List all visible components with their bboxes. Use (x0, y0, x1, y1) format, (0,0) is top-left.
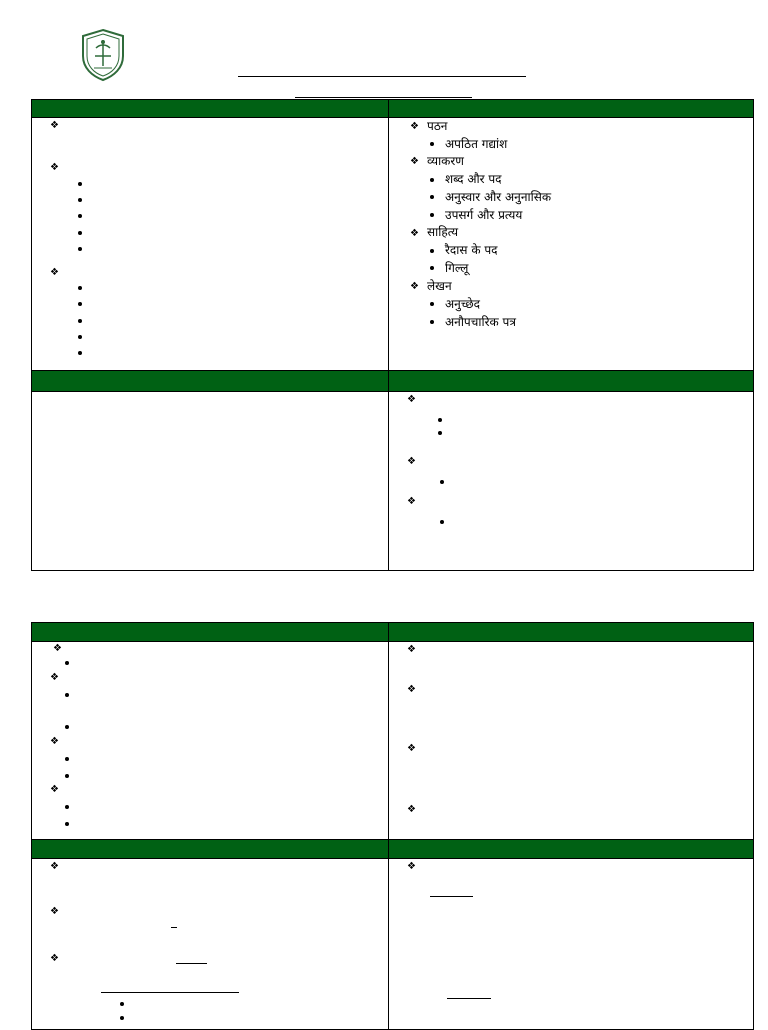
list-bullet (78, 286, 82, 290)
topic-item: उपसर्ग और प्रत्यय (445, 208, 523, 222)
diamond-bullet: ❖ (410, 281, 419, 292)
diamond-bullet: ❖ (50, 120, 59, 131)
topic-item: रैदास के पद (445, 243, 498, 257)
header-cell (32, 371, 389, 392)
list-bullet (78, 182, 82, 186)
diamond-bullet: ❖ (407, 743, 416, 754)
list-bullet (438, 418, 442, 422)
diamond-bullet: ❖ (50, 162, 59, 173)
topic-item: अनुच्छेद (445, 297, 481, 311)
list-bullet (438, 431, 442, 435)
list-bullet (65, 757, 69, 761)
header-cell (389, 100, 754, 118)
subtitle-rule (295, 97, 472, 98)
topic-item: अपठित गद्यांश (445, 137, 508, 151)
header-cell (32, 840, 389, 859)
list-bullet (430, 195, 434, 199)
list-bullet (65, 693, 69, 697)
diamond-bullet: ❖ (410, 228, 419, 239)
diamond-bullet: ❖ (50, 861, 59, 872)
diamond-bullet: ❖ (50, 953, 59, 964)
content-cell (32, 118, 389, 371)
list-bullet (65, 805, 69, 809)
diamond-bullet: ❖ (410, 156, 419, 167)
topic-item: शब्द और पद (445, 172, 502, 186)
header-cell (389, 840, 754, 859)
topic-item: अनुस्वार और अनुनासिक (445, 190, 552, 204)
list-bullet (78, 335, 82, 339)
list-bullet (430, 266, 434, 270)
list-bullet (120, 1002, 124, 1006)
topic-item: गिल्लू (445, 261, 469, 275)
content-cell (32, 859, 389, 1030)
diamond-bullet: ❖ (407, 804, 416, 815)
list-bullet (430, 178, 434, 182)
list-bullet (78, 351, 82, 355)
topic-title: पठन (427, 119, 448, 133)
diamond-bullet: ❖ (50, 736, 59, 747)
diamond-bullet: ❖ (407, 861, 416, 872)
blank-underline (430, 896, 473, 897)
list-bullet (430, 142, 434, 146)
diamond-bullet: ❖ (410, 121, 419, 132)
header-cell (389, 623, 754, 642)
syllabus-table-2 (31, 622, 754, 1030)
list-bullet (430, 249, 434, 253)
content-cell (389, 392, 754, 571)
syllabus-table-1 (31, 99, 754, 571)
list-bullet (65, 774, 69, 778)
list-bullet (440, 480, 444, 484)
list-bullet (430, 320, 434, 324)
list-bullet (65, 725, 69, 729)
blank-underline (176, 963, 207, 964)
diamond-bullet: ❖ (50, 784, 59, 795)
list-bullet (65, 822, 69, 826)
list-bullet (78, 198, 82, 202)
list-bullet (430, 213, 434, 217)
header-cell (32, 100, 389, 118)
list-bullet (78, 214, 82, 218)
title-rule (238, 76, 526, 77)
blank-underline (101, 992, 239, 993)
list-bullet (65, 661, 69, 665)
diamond-bullet: ❖ (407, 644, 416, 655)
topic-title: साहित्य (427, 225, 459, 239)
diamond-bullet: ❖ (50, 672, 59, 683)
topic-title: व्याकरण (427, 154, 464, 168)
header-cell (32, 623, 389, 642)
content-cell (389, 642, 754, 840)
list-bullet (78, 247, 82, 251)
list-bullet (430, 302, 434, 306)
diamond-bullet: ❖ (50, 906, 59, 917)
topic-item: अनौपचारिक पत्र (445, 315, 516, 329)
diamond-bullet: ❖ (407, 684, 416, 695)
diamond-bullet: ❖ (50, 267, 59, 278)
content-cell (389, 859, 754, 1030)
diamond-bullet: ❖ (407, 456, 416, 467)
content-cell (389, 118, 754, 371)
list-bullet (120, 1016, 124, 1020)
list-bullet (78, 231, 82, 235)
diamond-bullet: ❖ (53, 643, 62, 654)
diamond-bullet: ❖ (407, 496, 416, 507)
blank-underline (447, 998, 491, 999)
diamond-bullet: ❖ (407, 394, 416, 405)
topic-title: लेखन (427, 279, 452, 293)
list-bullet (78, 302, 82, 306)
list-bullet (440, 520, 444, 524)
school-crest-logo (80, 28, 126, 82)
list-bullet (78, 319, 82, 323)
content-cell (32, 392, 389, 571)
header-cell (389, 371, 754, 392)
content-cell (32, 642, 389, 840)
blank-underline (171, 927, 177, 928)
